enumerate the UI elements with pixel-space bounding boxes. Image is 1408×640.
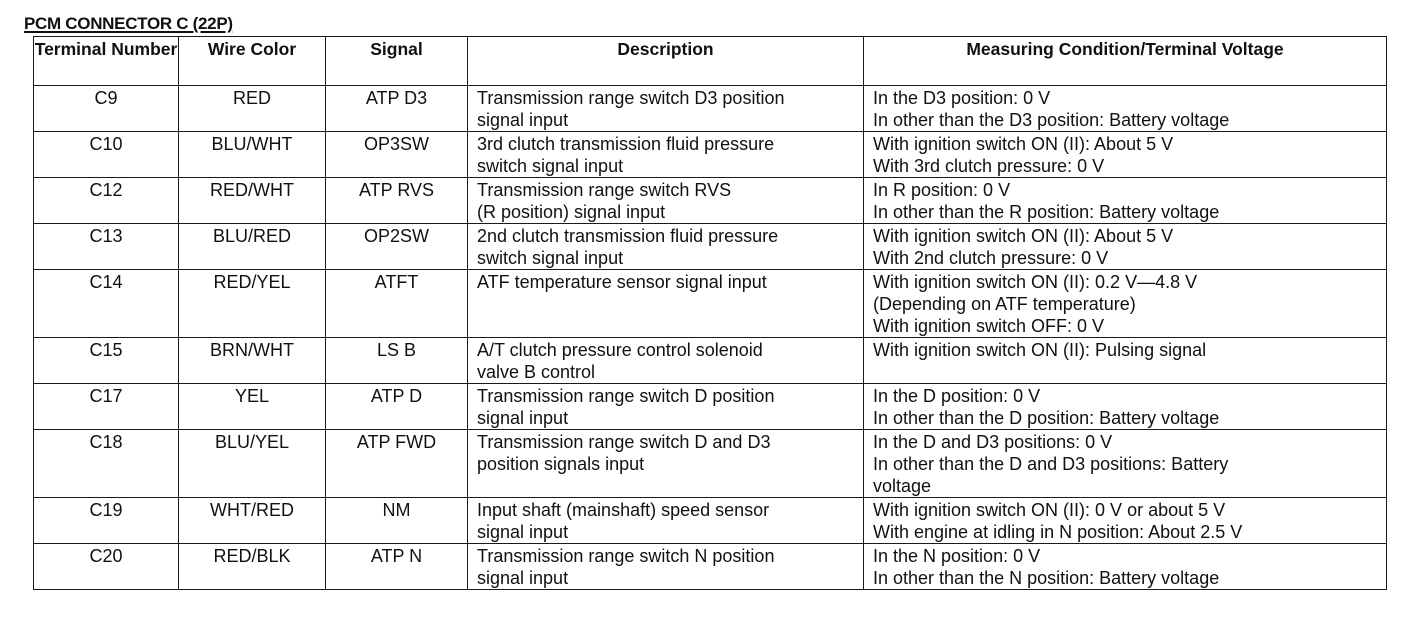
signal-cell: OP2SW [326,224,468,270]
pcm-connector-table [33,36,1387,590]
description-cell [468,430,864,498]
measuring-condition-cell [864,178,1387,224]
description-cell-line: signal input [477,110,569,130]
measuring-condition-cell-line: With ignition switch OFF: 0 V [873,316,1105,336]
header-terminal-number: Terminal Number [34,37,179,86]
description-cell [468,132,864,178]
measuring-condition-cell-line: In the D3 position: 0 V [873,88,1051,108]
description-cell-line: switch signal input [477,156,624,176]
description-cell-line: valve B control [477,362,596,382]
wire-color-cell: WHT/RED [179,498,326,544]
terminal-number-cell: C20 [34,544,179,590]
description-cell-line: switch signal input [477,248,624,268]
table-body [34,86,1387,590]
description-cell-line: Input shaft (mainshaft) speed sensor [477,500,770,520]
terminal-number-cell: C9 [34,86,179,132]
measuring-condition-cell-line: In the N position: 0 V [873,546,1041,566]
measuring-condition-cell-line: In other than the N position: Battery voltage [873,568,1220,588]
terminal-number-cell: C13 [34,224,179,270]
description-cell-line: (R position) signal input [477,202,666,222]
page-title: PCM CONNECTOR C (22P) [24,14,233,33]
table-row [34,132,1387,178]
measuring-condition-cell-line: With ignition switch ON (II): About 5 V [873,134,1174,154]
measuring-condition-cell [864,384,1387,430]
terminal-number-cell: C18 [34,430,179,498]
measuring-condition-cell-line: In R position: 0 V [873,180,1011,200]
measuring-condition-cell-line: In other than the D position: Battery voltage [873,408,1220,428]
header-measuring-condition: Measuring Condition/Terminal Voltage [864,37,1387,86]
measuring-condition-cell-line: With engine at idling in N position: About 2.5 V [873,522,1243,542]
description-cell-line: ATF temperature sensor signal input [477,272,767,292]
description-cell-line: Transmission range switch RVS [477,180,732,200]
measuring-condition-cell [864,86,1387,132]
wire-color-cell: BLU/RED [179,224,326,270]
measuring-condition-cell-line: In other than the R position: Battery voltage [873,202,1220,222]
signal-cell: ATP FWD [326,430,468,498]
description-cell-line: Transmission range switch D position [477,386,775,406]
signal-cell: ATP D3 [326,86,468,132]
wire-color-cell: BRN/WHT [179,338,326,384]
description-cell-line: Transmission range switch N position [477,546,775,566]
measuring-condition-cell-line: With 2nd clutch pressure: 0 V [873,248,1109,268]
description-cell [468,178,864,224]
measuring-condition-cell-line: In other than the D and D3 positions: Battery [873,454,1229,474]
signal-cell: NM [326,498,468,544]
description-cell-line: 3rd clutch transmission fluid pressure [477,134,775,154]
table-row [34,270,1387,338]
measuring-condition-cell-line: With 3rd clutch pressure: 0 V [873,156,1105,176]
measuring-condition-cell-line: With ignition switch ON (II): 0 V or about 5 V [873,500,1226,520]
description-cell-line: signal input [477,522,569,542]
description-cell [468,338,864,384]
measuring-condition-cell [864,270,1387,338]
terminal-number-cell: C19 [34,498,179,544]
description-cell-line: Transmission range switch D and D3 [477,432,771,452]
measuring-condition-cell-line: In other than the D3 position: Battery voltage [873,110,1230,130]
terminal-number-cell: C15 [34,338,179,384]
measuring-condition-cell [864,544,1387,590]
table-header-row [34,37,1387,86]
description-cell-line: 2nd clutch transmission fluid pressure [477,226,779,246]
wire-color-cell: BLU/YEL [179,430,326,498]
terminal-number-cell: C12 [34,178,179,224]
measuring-condition-cell [864,224,1387,270]
table-row [34,86,1387,132]
wire-color-cell: BLU/WHT [179,132,326,178]
description-cell [468,270,864,338]
signal-cell: ATFT [326,270,468,338]
wire-color-cell: RED/WHT [179,178,326,224]
measuring-condition-cell-line: With ignition switch ON (II): About 5 V [873,226,1174,246]
table-row [34,338,1387,384]
description-cell [468,544,864,590]
wire-color-cell: RED [179,86,326,132]
header-wire-color: Wire Color [179,37,326,86]
table-row [34,384,1387,430]
terminal-number-cell: C10 [34,132,179,178]
table-row [34,178,1387,224]
description-cell-line: Transmission range switch D3 position [477,88,785,108]
wire-color-cell: RED/BLK [179,544,326,590]
measuring-condition-cell [864,498,1387,544]
header-description: Description [468,37,864,86]
terminal-number-cell: C17 [34,384,179,430]
table-row [34,430,1387,498]
description-cell [468,224,864,270]
measuring-condition-cell-line: With ignition switch ON (II): 0.2 V—4.8 V [873,272,1198,292]
description-cell-line: position signals input [477,454,645,474]
signal-cell: LS B [326,338,468,384]
measuring-condition-cell-line: In the D position: 0 V [873,386,1041,406]
signal-cell: ATP RVS [326,178,468,224]
description-cell [468,86,864,132]
description-cell-line: signal input [477,408,569,428]
signal-cell: OP3SW [326,132,468,178]
measuring-condition-cell [864,132,1387,178]
table-row [34,498,1387,544]
header-signal: Signal [326,37,468,86]
description-cell-line: A/T clutch pressure control solenoid [477,340,763,360]
description-cell-line: signal input [477,568,569,588]
table-row [34,224,1387,270]
measuring-condition-cell-line: voltage [873,476,932,496]
table-row [34,544,1387,590]
measuring-condition-cell-line: (Depending on ATF temperature) [873,294,1136,314]
wire-color-cell: YEL [179,384,326,430]
wire-color-cell: RED/YEL [179,270,326,338]
measuring-condition-cell-line: With ignition switch ON (II): Pulsing signal [873,340,1207,360]
signal-cell: ATP D [326,384,468,430]
measuring-condition-cell-line: In the D and D3 positions: 0 V [873,432,1113,452]
measuring-condition-cell [864,430,1387,498]
description-cell [468,498,864,544]
description-cell [468,384,864,430]
measuring-condition-cell [864,338,1387,384]
signal-cell: ATP N [326,544,468,590]
terminal-number-cell: C14 [34,270,179,338]
